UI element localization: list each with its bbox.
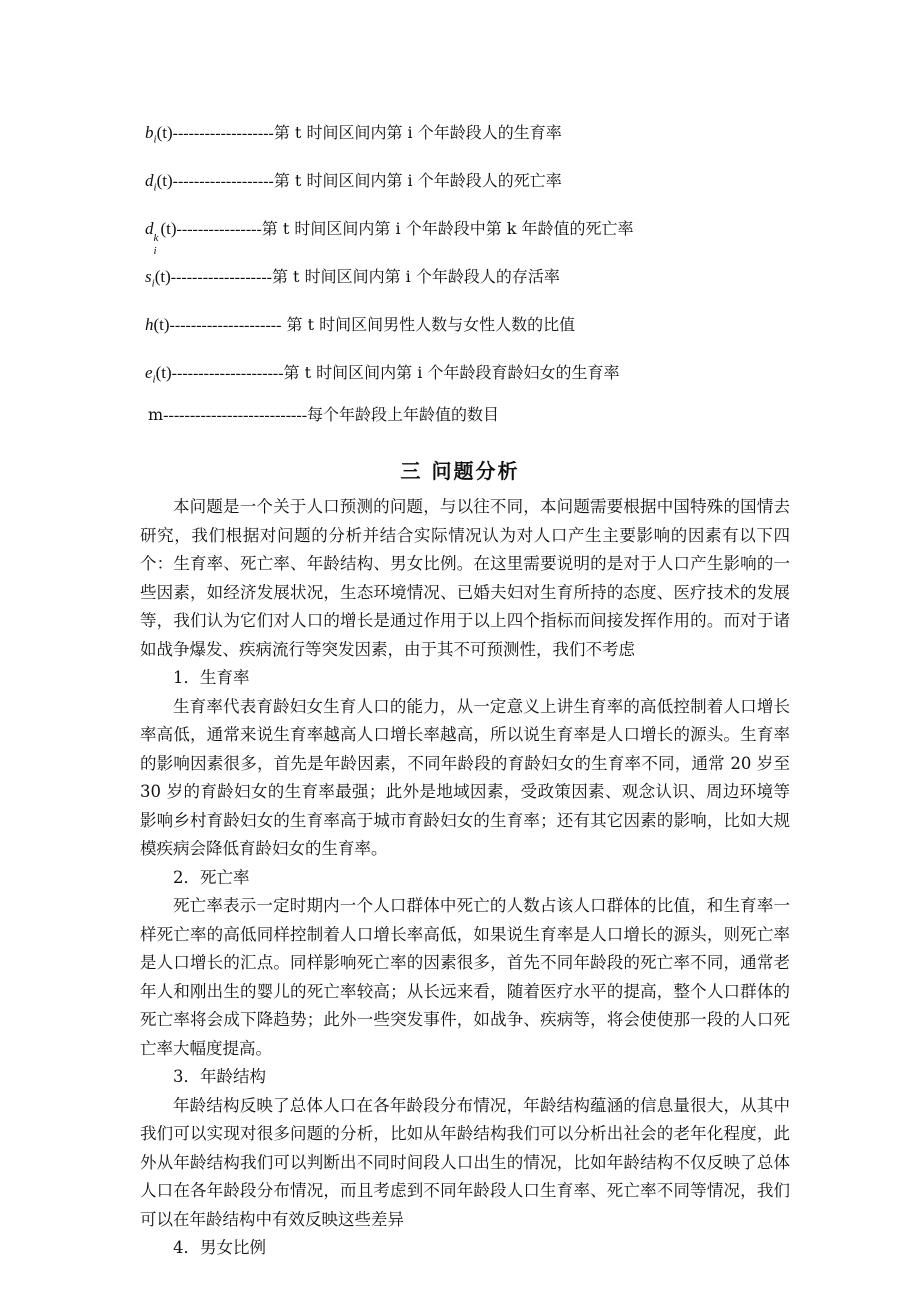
- symbol: $s_i(t)$: [145, 267, 171, 290]
- notation-e: [145, 358, 845, 406]
- notation-description: 第 t 时间区间内第 i 个年龄段人的死亡率: [273, 171, 562, 190]
- intro-paragraph: 本问题是一个关于人口预测的问题，与以往不同，本问题需要根据中国特殊的国情去研究，我们根据对问题的分析并结合实际情况认为对人口产生主要影响的因素有以下四个：生育率、死亡率、年龄结构、男女比例。在这里需要说明的是对于人口产生影响的一些因素，如经济发展状况，生态环境情况、已婚夫妇对生育所持的态度、医疗技术的发展等，我们认为它们对人口的增长是通过作用于以上四个指标而间接发挥作用的。而对于诸如战争爆发、疾病流行等突发因素，由于其不可预测性，我们不考虑: [140, 497, 790, 659]
- symbol: $b_i(t)$: [145, 123, 173, 146]
- subheading-fertility: 1．生育率: [173, 668, 250, 687]
- notation-description: 第 t 时间区间男性人数与女性人数的比值: [281, 315, 576, 334]
- section-title: 三 问题分析: [400, 459, 520, 483]
- section-body: [140, 493, 790, 1263]
- subheading-sex-ratio: 4．男女比例: [173, 1238, 266, 1257]
- notation-dk: [145, 214, 845, 262]
- notation-description: 第 t 时间区间内第 i 个年龄段人的存活率: [271, 267, 560, 286]
- notation-description: 第 t 时间区间内第 i 个年龄段育龄妇女的生育率: [283, 363, 620, 382]
- subheading-age-structure: 3．年龄结构: [173, 1067, 266, 1086]
- notation-list: [145, 118, 845, 440]
- leader-dashes: ---------------------: [171, 365, 284, 382]
- notation-description: 第 t 时间区间内第 i 个年龄段人的生育率: [273, 123, 562, 142]
- leader-dashes: -------------------: [172, 125, 274, 142]
- paragraph-age-structure: 年龄结构反映了总体人口在各年龄段分布情况，年龄结构蕴涵的信息量很大，从其中我们可以实现对很多问题的分析，比如从年龄结构我们可以分析出社会的老年化程度，此外从年龄结构我们可以判断出不同时间段人口出生的情况，比如年龄结构不仅反映了总体人口在各年龄段分布情况，而且考虑到不同年龄段人口生育率、死亡率不同等情况，我们可以在年龄结构中有效反映这些差异: [140, 1095, 790, 1229]
- leader-dashes: -------------------: [172, 173, 274, 190]
- notation-description: 第 t 时间区间内第 i 个年龄段中第 k 年龄值的死亡率: [261, 219, 634, 238]
- leader-dashes: ----------------: [176, 221, 262, 238]
- notation-s: [145, 262, 845, 310]
- leader-dashes: -------------------: [170, 269, 272, 286]
- subheading-mortality: 2．死亡率: [173, 867, 250, 887]
- symbol: d k i (t): [145, 219, 177, 257]
- leader-dashes: ---------------------------: [163, 407, 308, 424]
- notation-description: 每个年龄段上年龄值的数目: [307, 405, 500, 424]
- notation-d: [145, 166, 845, 214]
- symbol: $d_i(t)$: [145, 171, 173, 194]
- paragraph-fertility: 生育率代表育龄妇女生育人口的能力，从一定意义上讲生育率的高低控制着人口增长率高低，通常来说生育率越高人口增长率越高，所以说生育率是人口增长的源头。生育率的影响因素很多，首先是年龄因素，不同年龄段的育龄妇女的生育率不同，通常 20 岁至 30 岁的育龄妇女的生育率最强；此外是地域因素，受政策因素、观念认识、周边环境等影响乡村育龄妇女的生育率高于城市育龄妇女的生育率；还有其它因素的影响，比如大规模疾病会降低育龄妇女的生育率。: [140, 696, 790, 858]
- notation-h: [145, 310, 845, 358]
- notation-b: [145, 118, 845, 166]
- leader-dashes: ---------------------: [169, 317, 282, 334]
- symbol: h(t): [145, 315, 170, 334]
- symbol: $e_i(t)$: [145, 363, 172, 386]
- symbol: m: [148, 405, 164, 424]
- notation-m: [148, 400, 845, 440]
- paragraph-mortality: 死亡率表示一定时期内一个人口群体中死亡的人数占该人口群体的比值，和生育率一样死亡率的高低同样控制着人口增长率高低，如果说生育率是人口增长的源头，则死亡率是人口增长的汇点。同样影响死亡率的因素很多，首先不同年龄段的死亡率不同，通常老年人和刚出生的婴儿的死亡率较高；从长远来看，随着医疗水平的提高，整个人口群体的死亡率将会成下降趋势；此外一些突发事件，如战争、疾病等，将会使使那一段的人口死亡率大幅度提高。: [140, 896, 790, 1058]
